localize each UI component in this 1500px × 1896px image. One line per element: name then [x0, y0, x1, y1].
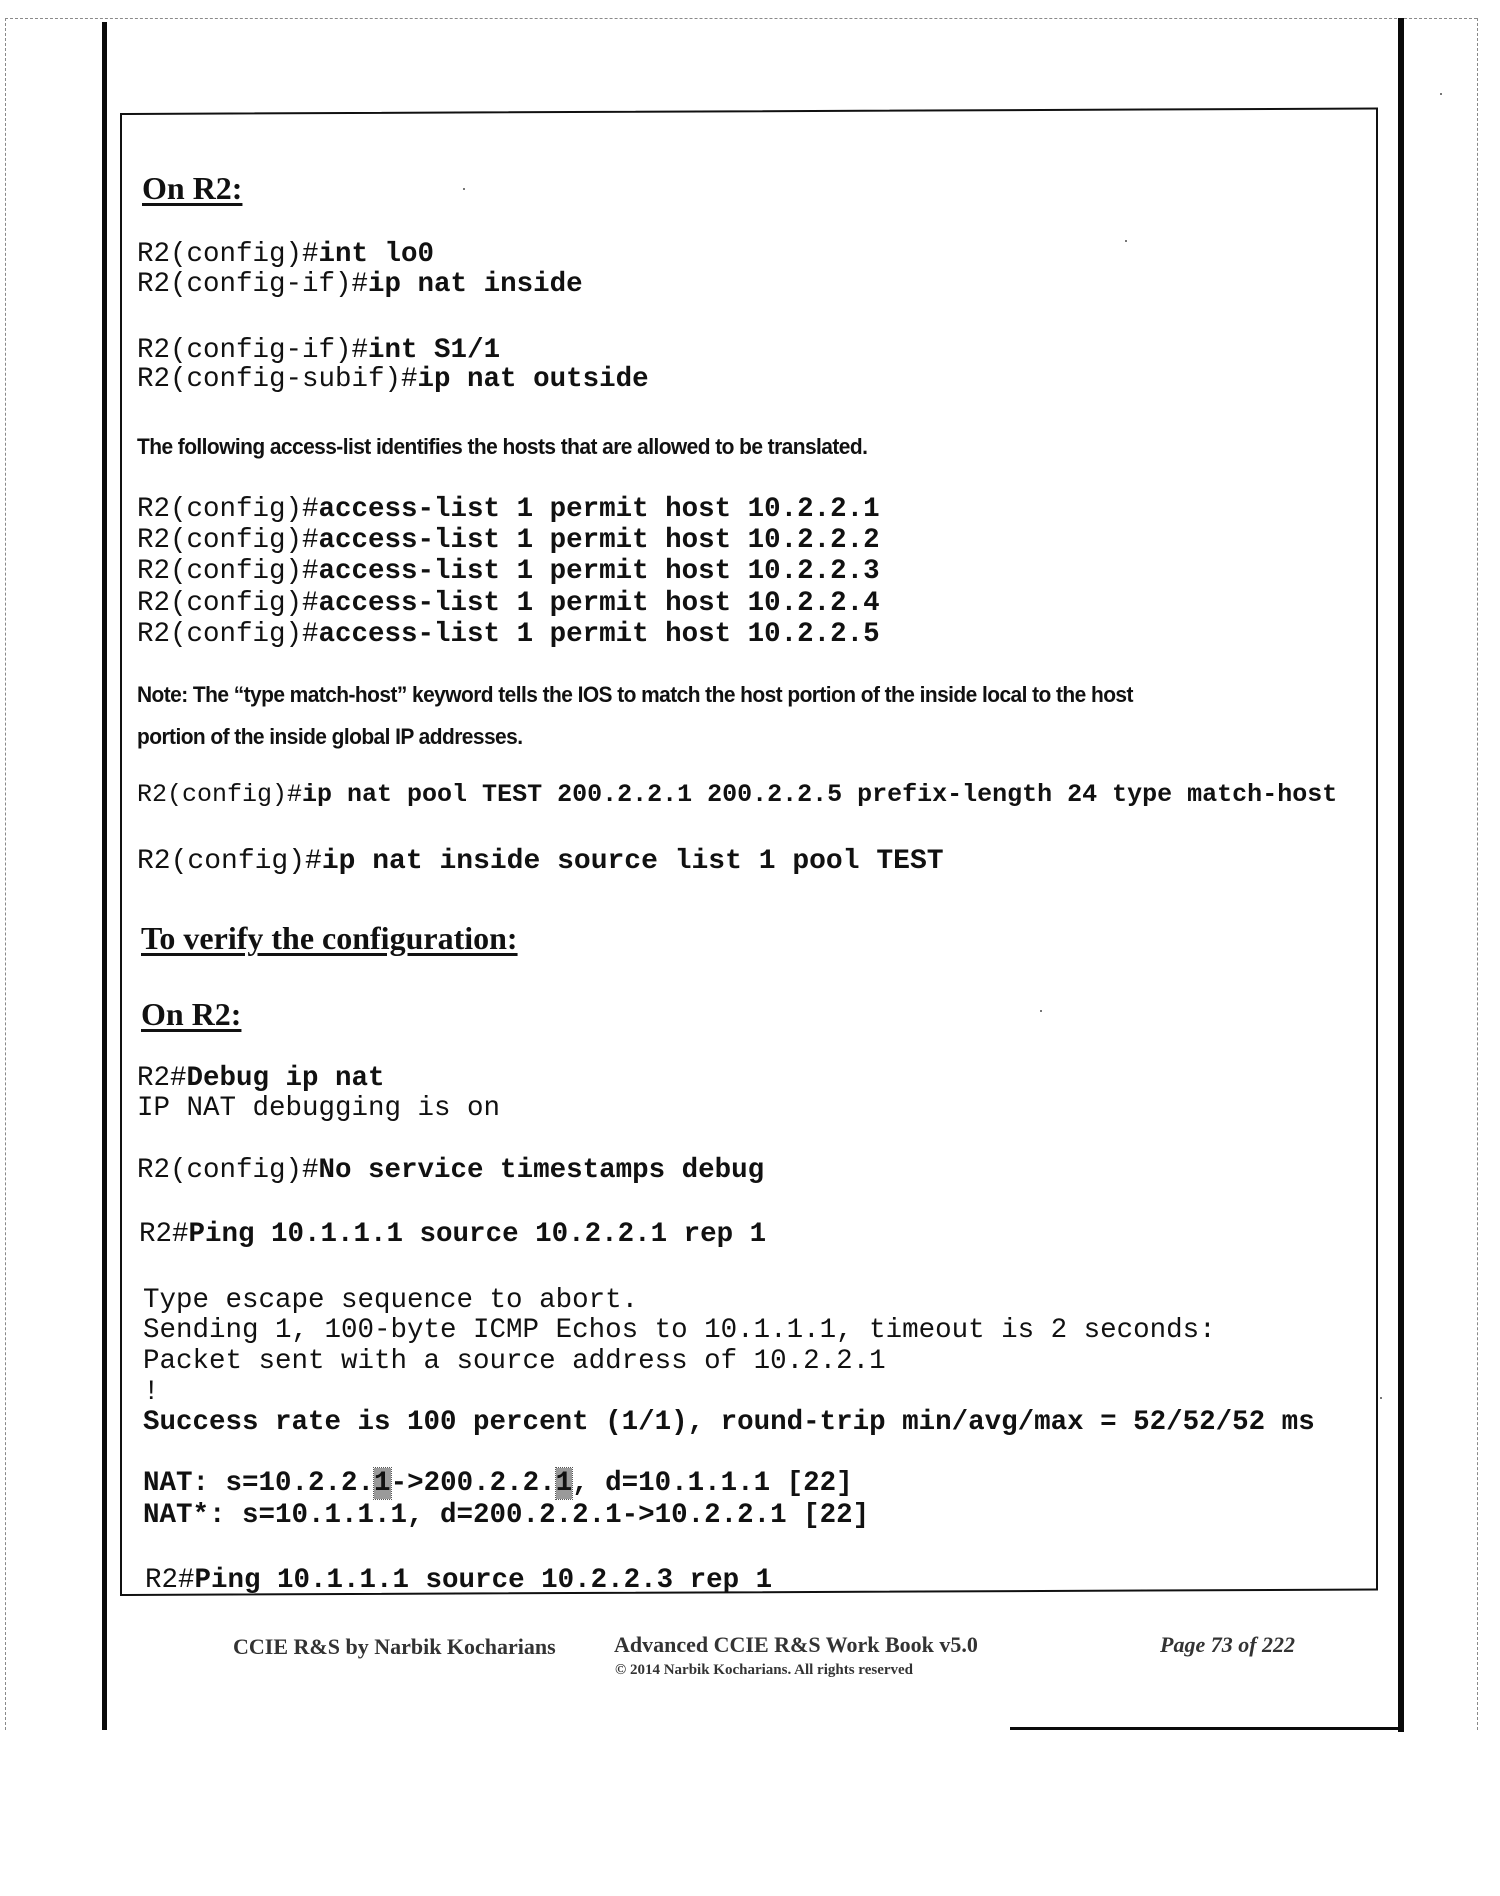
config-line	[137, 337, 500, 365]
nat-debug-text: ->200.2.2.	[390, 1468, 556, 1499]
section-heading: On R2:	[142, 170, 243, 206]
footer-copyright: © 2014 Narbik Kocharians. All rights reserved	[615, 1662, 914, 1678]
acl-line	[137, 590, 880, 618]
nat-debug-line	[143, 1470, 853, 1498]
timestamps-line	[137, 1157, 764, 1185]
footer-book-title: Advanced CCIE R&S Work Book v5.0	[614, 1632, 978, 1657]
cli-command: int S1/1	[368, 335, 501, 366]
scan-speck	[1125, 240, 1127, 242]
cli-prompt: R2(config)#	[137, 1155, 319, 1186]
ping-line	[139, 1221, 766, 1249]
cli-command: int lo0	[318, 239, 435, 270]
cli-prompt: R2(config)#	[137, 780, 303, 809]
cli-prompt: R2(config)#	[137, 619, 319, 650]
cli-prompt: R2(config)#	[137, 846, 322, 877]
page-outer-border-right	[1477, 18, 1478, 1730]
nat-source-line	[137, 848, 944, 876]
page-outer-border-top	[5, 18, 1477, 19]
cli-command: ip nat inside	[368, 269, 583, 300]
cli-command: Ping 10.1.1.1 source 10.2.2.3 rep 1	[194, 1565, 773, 1596]
config-line	[137, 241, 434, 269]
cli-command: No service timestamps debug	[318, 1155, 765, 1186]
cli-command: access-list 1 permit host 10.2.2.1	[318, 494, 880, 525]
debug-output: IP NAT debugging is on	[137, 1093, 501, 1124]
page-outer-border-left	[5, 18, 6, 1730]
cli-command: ip nat inside source list 1 pool TEST	[321, 846, 944, 877]
cli-command: access-list 1 permit host 10.2.2.5	[318, 619, 880, 650]
acl-explanation-text: The following access-list identifies the hosts that are allowed to be translated.	[137, 434, 868, 459]
cli-prompt: R2(config)#	[137, 525, 319, 556]
highlighted-digit: 1	[555, 1468, 573, 1499]
nat-debug-text: NAT: s=10.2.2.	[143, 1468, 375, 1499]
cli-command: Ping 10.1.1.1 source 10.2.2.1 rep 1	[188, 1219, 767, 1250]
cli-prompt: R2(config-subif)#	[137, 364, 418, 395]
cli-prompt: R2(config)#	[137, 588, 319, 619]
ping-output-line: Packet sent with a source address of 10.2.2.1	[143, 1346, 886, 1377]
page-frame-bottom-rule	[1010, 1727, 1404, 1730]
cli-prompt: R2#	[139, 1219, 189, 1250]
cli-prompt: R2#	[145, 1565, 195, 1596]
footer-author: CCIE R&S by Narbik Kocharians	[233, 1634, 556, 1659]
cli-prompt: R2#	[137, 1063, 187, 1094]
scan-speck	[1380, 1397, 1382, 1399]
scan-speck	[1440, 93, 1442, 95]
acl-line	[137, 527, 880, 555]
cli-command: ip nat pool TEST 200.2.2.1 200.2.2.5 prefix-length 24 type match-host	[302, 780, 1338, 809]
nat-debug-text: , d=10.1.1.1 [22]	[572, 1468, 853, 1499]
footer-page-number: Page 73 of 222	[1160, 1632, 1296, 1657]
cli-prompt: R2(config-if)#	[137, 269, 369, 300]
ping-line	[145, 1567, 772, 1595]
cli-prompt: R2(config-if)#	[137, 335, 369, 366]
ping-output-line: !	[143, 1377, 160, 1408]
cli-command: access-list 1 permit host 10.2.2.2	[318, 525, 880, 556]
cli-command: ip nat outside	[417, 364, 649, 395]
nat-pool-line	[137, 782, 1337, 807]
cli-command: access-list 1 permit host 10.2.2.4	[318, 588, 880, 619]
cli-prompt: R2(config)#	[137, 239, 319, 270]
scan-speck	[463, 188, 465, 190]
verify-heading: To verify the configuration:	[141, 920, 518, 956]
debug-line	[137, 1065, 385, 1093]
cli-command: Debug ip nat	[186, 1063, 385, 1094]
ping-success-line: Success rate is 100 percent (1/1), round-trip min/avg/max = 52/52/52 ms	[143, 1407, 1315, 1438]
acl-line	[137, 496, 880, 524]
nat-debug-line: NAT*: s=10.1.1.1, d=200.2.2.1->10.2.2.1 [22]	[143, 1500, 870, 1531]
ping-output-line: Sending 1, 100-byte ICMP Echos to 10.1.1.1, timeout is 2 seconds:	[143, 1315, 1216, 1346]
ping-output-line: Type escape sequence to abort.	[143, 1285, 639, 1316]
cli-prompt: R2(config)#	[137, 556, 319, 587]
cli-command: access-list 1 permit host 10.2.2.3	[318, 556, 880, 587]
config-line	[137, 366, 649, 394]
cli-prompt: R2(config)#	[137, 494, 319, 525]
page-frame-left-rule	[102, 22, 107, 1730]
section-heading: On R2:	[141, 996, 242, 1032]
scan-speck	[1040, 1010, 1042, 1012]
acl-line	[137, 621, 880, 649]
note-text-continued: portion of the inside global IP addresses.	[137, 724, 523, 749]
config-line	[137, 271, 583, 299]
acl-line	[137, 558, 880, 586]
page-frame-right-rule	[1398, 18, 1404, 1732]
highlighted-digit: 1	[374, 1468, 391, 1499]
note-text: Note: The “type match-host” keyword tells the IOS to match the host portion of the inside local to the host	[137, 682, 1133, 707]
